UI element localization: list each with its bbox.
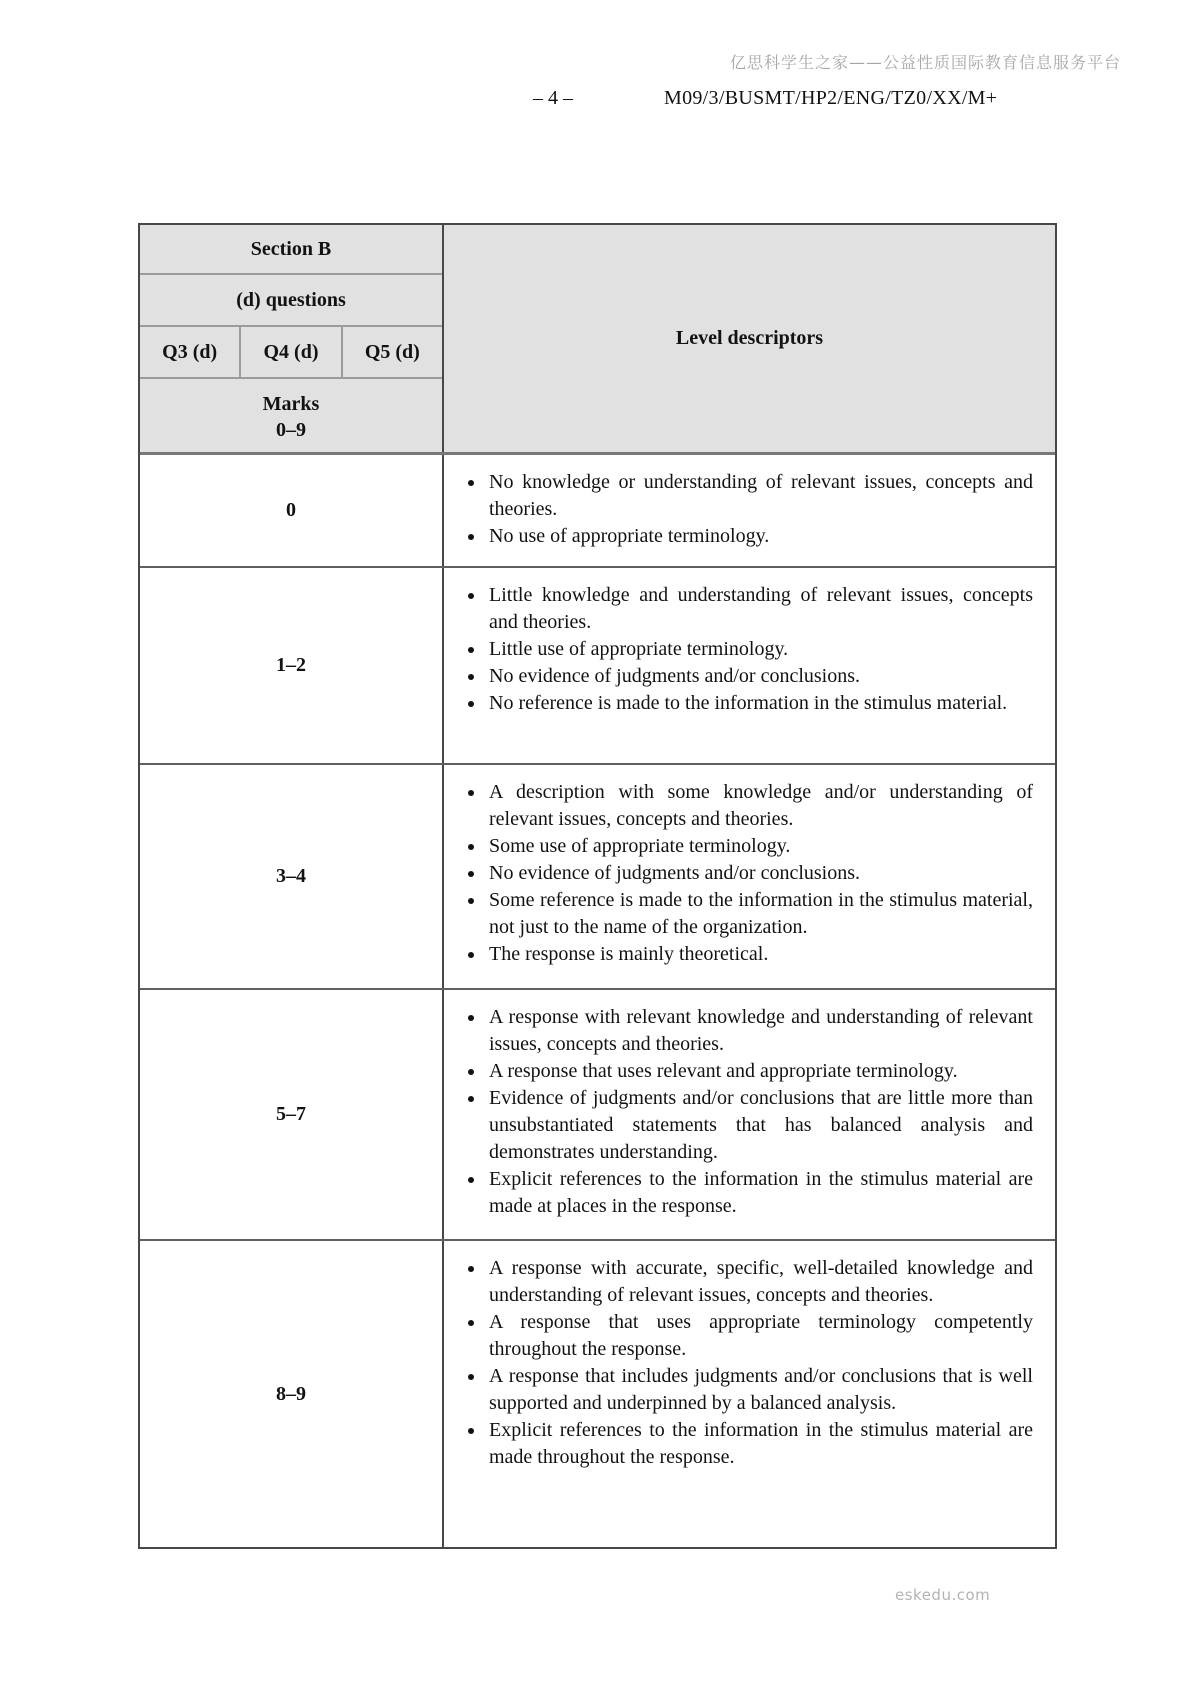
marks-cell: 5–7 [140,990,444,1239]
descriptor-item: • Little use of appropriate terminology. [486,636,1033,663]
marks-header [140,379,442,452]
site-banner: 亿思科学生之家——公益性质国际教育信息服务平台 [729,53,1121,72]
marks-label: Marks [262,392,320,415]
watermark: eskedu.com [895,1586,991,1604]
descriptor-item: • The response is mainly theoretical. [486,941,1033,968]
table-row [140,566,1055,763]
marks-cell: 0 [140,455,444,566]
descriptor-item: • A response that uses appropriate terminology competently throughout the response. [486,1309,1033,1363]
marks-cell: 1–2 [140,568,444,763]
descriptor-item: • Explicit references to the information in the stimulus material are made throughout the response. [486,1417,1033,1471]
table-row [140,1239,1055,1547]
descriptor-item: • Little knowledge and understanding of relevant issues, concepts and theories. [486,582,1033,636]
rubric-table [138,223,1057,1549]
table-row [140,763,1055,988]
descriptors-cell [444,765,1055,988]
descriptor-item: • Some reference is made to the information in the stimulus material, not just to the name of the organization. [486,887,1033,941]
descriptor-item: • Some use of appropriate terminology. [486,833,1033,860]
doc-code: M09/3/BUSMT/HP2/ENG/TZ0/XX/M+ [664,87,998,109]
descriptors-cell [444,990,1055,1239]
q4-column-header: Q4 (d) [239,327,340,377]
question-columns-row [140,327,442,379]
d-questions-header: (d) questions [140,275,442,327]
descriptor-list [444,469,1033,550]
marks-cell: 8–9 [140,1241,444,1547]
q3-column-header: Q3 (d) [162,340,218,363]
descriptor-item: • A description with some knowledge and/or understanding of relevant issues, concepts and theories. [486,779,1033,833]
descriptor-item: • No reference is made to the information in the stimulus material. [486,690,1033,717]
descriptor-list [444,779,1033,968]
table-row [140,455,1055,566]
descriptor-item: • Explicit references to the information in the stimulus material are made at places in the response. [486,1166,1033,1220]
descriptor-list [444,1004,1033,1220]
descriptor-item: • A response with relevant knowledge and understanding of relevant issues, concepts and theories. [486,1004,1033,1058]
marks-cell: 3–4 [140,765,444,988]
descriptor-item: • No evidence of judgments and/or conclusions. [486,663,1033,690]
descriptor-item: • A response that includes judgments and/or conclusions that is well supported and underpinned by a balanced analysis. [486,1363,1033,1417]
descriptor-item: • No knowledge or understanding of relevant issues, concepts and theories. [486,469,1033,523]
descriptor-item: • No use of appropriate terminology. [486,523,1033,550]
descriptors-cell [444,568,1055,763]
q5-column-header: Q5 (d) [341,327,442,377]
descriptors-cell [444,1241,1055,1547]
table-row [140,988,1055,1239]
descriptor-list [444,1255,1033,1471]
descriptor-item: • Evidence of judgments and/or conclusions that are little more than unsubstantiated statements that has balanced analysis and demonstrates understanding. [486,1085,1033,1166]
descriptor-item: • A response with accurate, specific, well-detailed knowledge and understanding of relevant issues, concepts and theories. [486,1255,1033,1309]
descriptor-item: • A response that uses relevant and appropriate terminology. [486,1058,1033,1085]
marks-range: 0–9 [276,418,306,441]
descriptor-item: • No evidence of judgments and/or conclusions. [486,860,1033,887]
section-b-header: Section B [140,225,442,275]
descriptors-cell [444,455,1055,566]
page-number: – 4 – [533,87,573,109]
descriptor-list [444,582,1033,717]
table-header-left [140,225,444,452]
table-header [140,225,1055,455]
level-descriptors-header: Level descriptors [675,327,824,349]
